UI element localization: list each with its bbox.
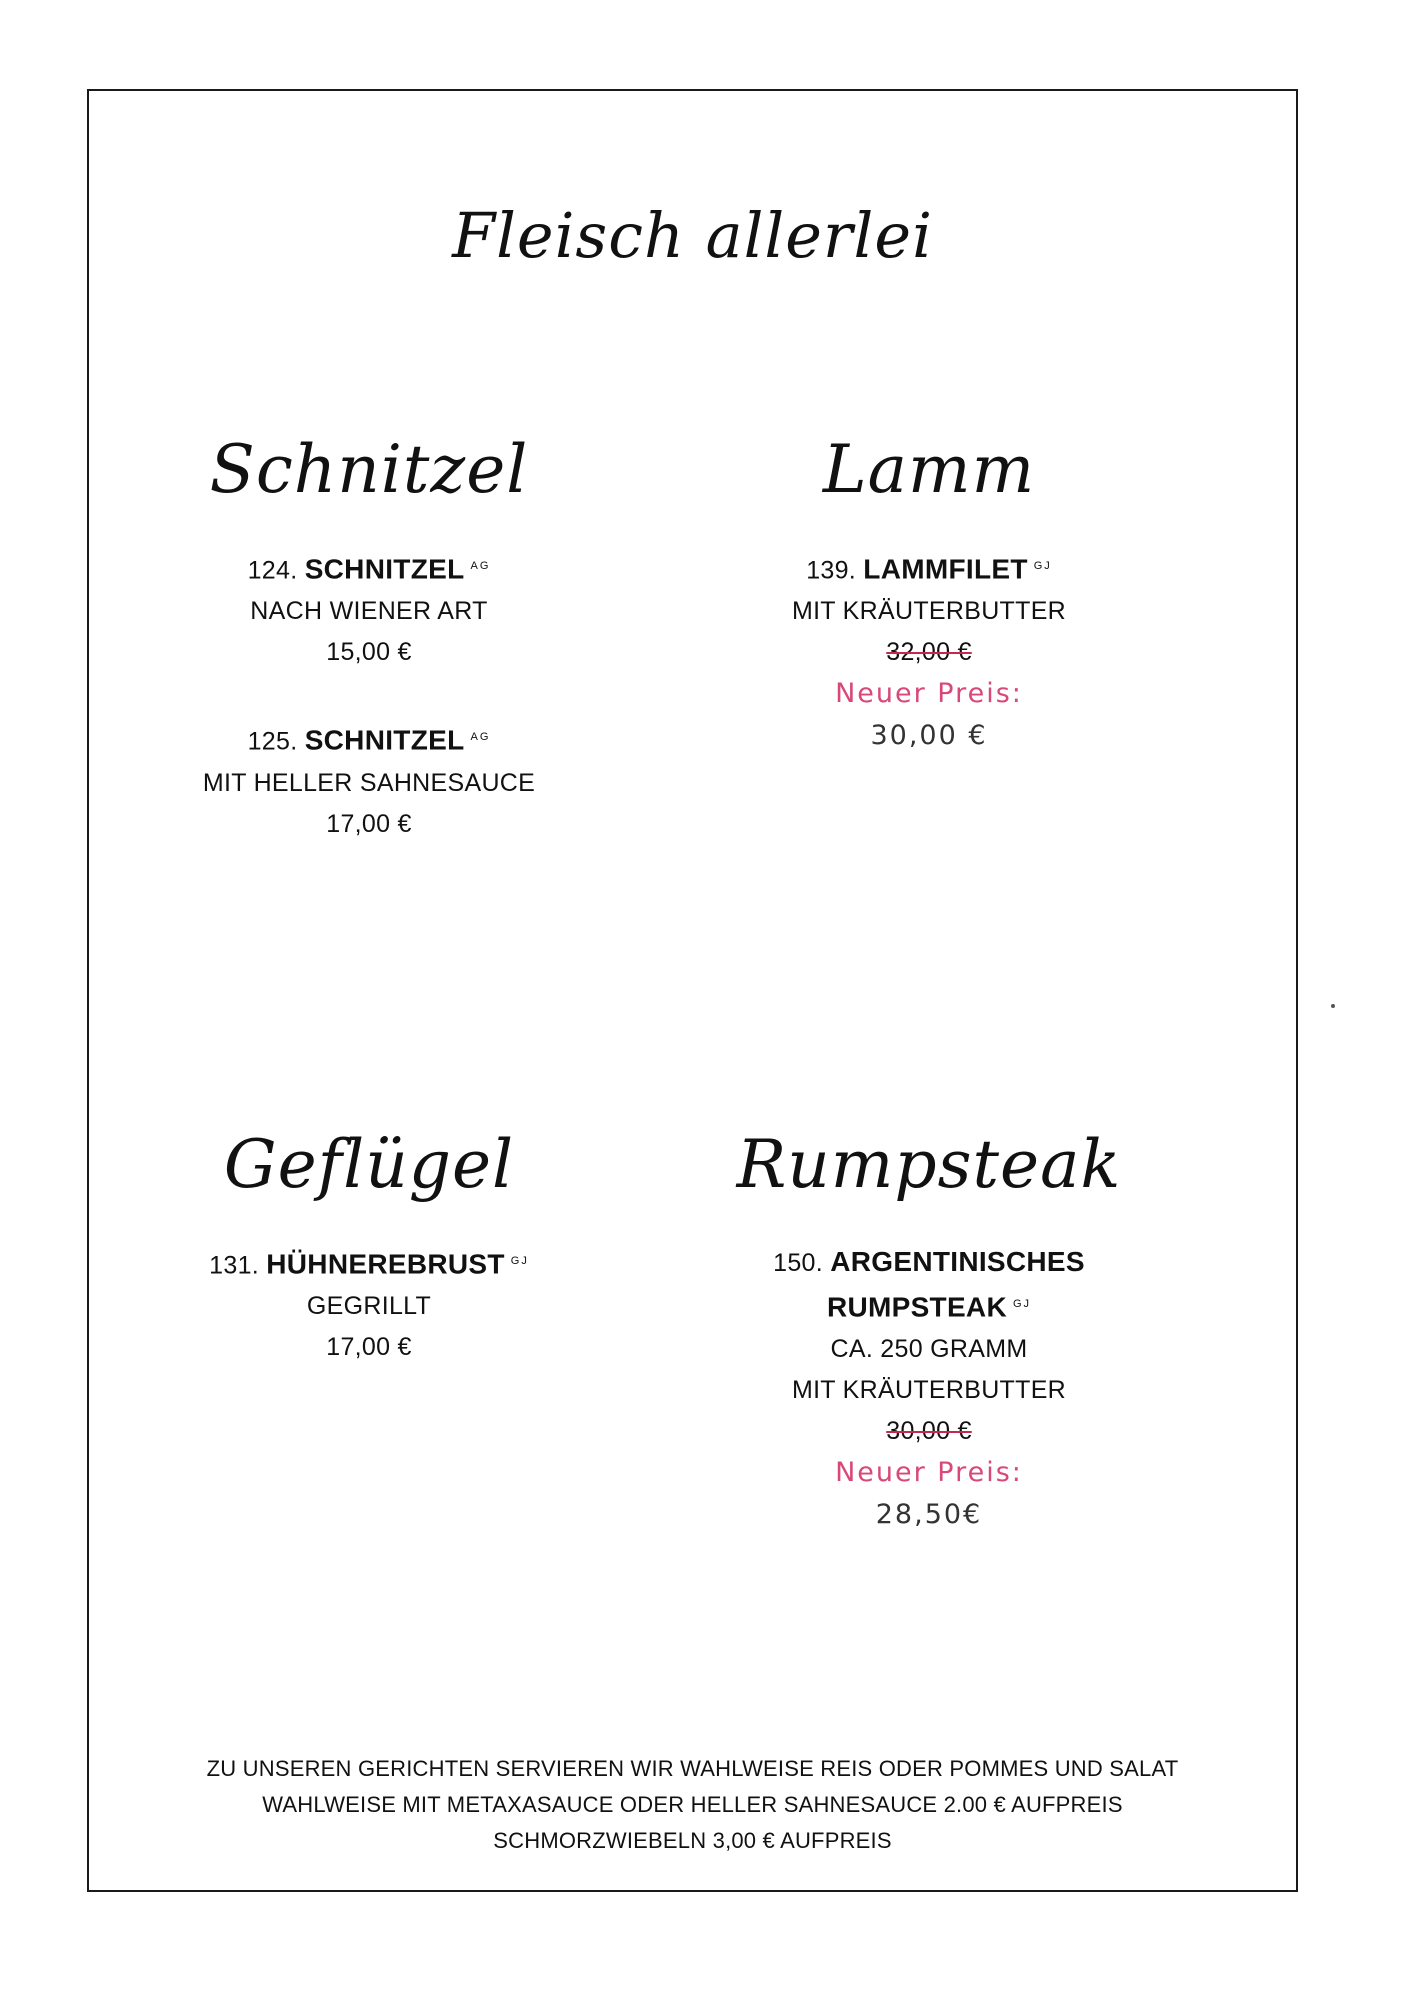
section-heading-gefluegel: Geflügel bbox=[223, 1126, 515, 1203]
allergen-codes: AG bbox=[470, 731, 491, 744]
menu-item bbox=[89, 1241, 649, 1368]
section-heading-schnitzel: Schnitzel bbox=[209, 431, 529, 508]
new-price: 30,00 € bbox=[870, 720, 988, 752]
allergen-codes: AG bbox=[470, 560, 491, 572]
item-price: 15,00 € bbox=[326, 638, 412, 667]
new-price-label: Neuer Preis: bbox=[835, 678, 1023, 710]
item-description: CA. 250 GRAMM bbox=[830, 1335, 1028, 1364]
menu-item bbox=[89, 717, 649, 844]
item-description: MIT KRÄUTERBUTTER bbox=[791, 1376, 1067, 1405]
menu-item bbox=[89, 546, 649, 673]
new-price: 28,50€ bbox=[875, 1499, 983, 1531]
section-schnitzel bbox=[89, 431, 649, 889]
section-heading-rumpsteak: Rumpsteak bbox=[736, 1126, 1122, 1203]
item-number: 125. bbox=[247, 727, 298, 756]
section-lamm bbox=[649, 431, 1209, 801]
item-name: SCHNITZEL bbox=[304, 724, 465, 756]
old-price-struck: 30,00 € bbox=[886, 1417, 972, 1446]
page-title: Fleisch allerlei bbox=[452, 199, 933, 272]
item-description: MIT HELLER SAHNESAUCE bbox=[202, 768, 536, 797]
footer-line: WAHLWEISE MIT METAXASAUCE ODER HELLER SAHNESAUCE 2.00 € AUFPREIS bbox=[262, 1792, 1123, 1817]
footer-line: SCHMORZWIEBELN 3,00 € AUFPREIS bbox=[493, 1828, 892, 1853]
item-price: 17,00 € bbox=[326, 809, 412, 838]
item-number: 150. bbox=[773, 1249, 823, 1277]
item-name: LAMMFILET bbox=[863, 553, 1028, 585]
section-rumpsteak bbox=[649, 1126, 1209, 1580]
old-price-struck: 32,00 € bbox=[886, 638, 972, 667]
menu-item bbox=[649, 1241, 1209, 1536]
allergen-codes: GJ bbox=[1012, 1298, 1032, 1310]
menu-page-frame bbox=[87, 89, 1298, 1892]
allergen-codes: GJ bbox=[1033, 560, 1052, 572]
allergen-codes: GJ bbox=[510, 1255, 529, 1267]
item-description: NACH WIENER ART bbox=[250, 597, 488, 626]
item-description: MIT KRÄUTERBUTTER bbox=[791, 597, 1067, 626]
item-price: 17,00 € bbox=[326, 1333, 412, 1362]
new-price-label: Neuer Preis: bbox=[835, 1457, 1023, 1489]
footer-line: ZU UNSEREN GERICHTEN SERVIEREN WIR WAHLWEISE REIS ODER POMMES UND SALAT bbox=[206, 1756, 1179, 1781]
item-name-line2: RUMPSTEAK bbox=[826, 1291, 1007, 1323]
scan-speck bbox=[1331, 1004, 1335, 1008]
footer-notes bbox=[89, 1751, 1296, 1859]
item-name: HÜHNEREBRUST bbox=[266, 1248, 505, 1280]
menu-item bbox=[649, 546, 1209, 757]
item-name: SCHNITZEL bbox=[304, 553, 465, 585]
item-name-line1: ARGENTINISCHES bbox=[830, 1246, 1085, 1277]
section-gefluegel bbox=[89, 1126, 649, 1412]
item-number: 139. bbox=[806, 556, 857, 585]
item-number: 131. bbox=[209, 1251, 260, 1280]
section-heading-lamm: Lamm bbox=[822, 431, 1036, 508]
item-number: 124. bbox=[247, 556, 298, 585]
item-description: GEGRILLT bbox=[306, 1292, 432, 1321]
